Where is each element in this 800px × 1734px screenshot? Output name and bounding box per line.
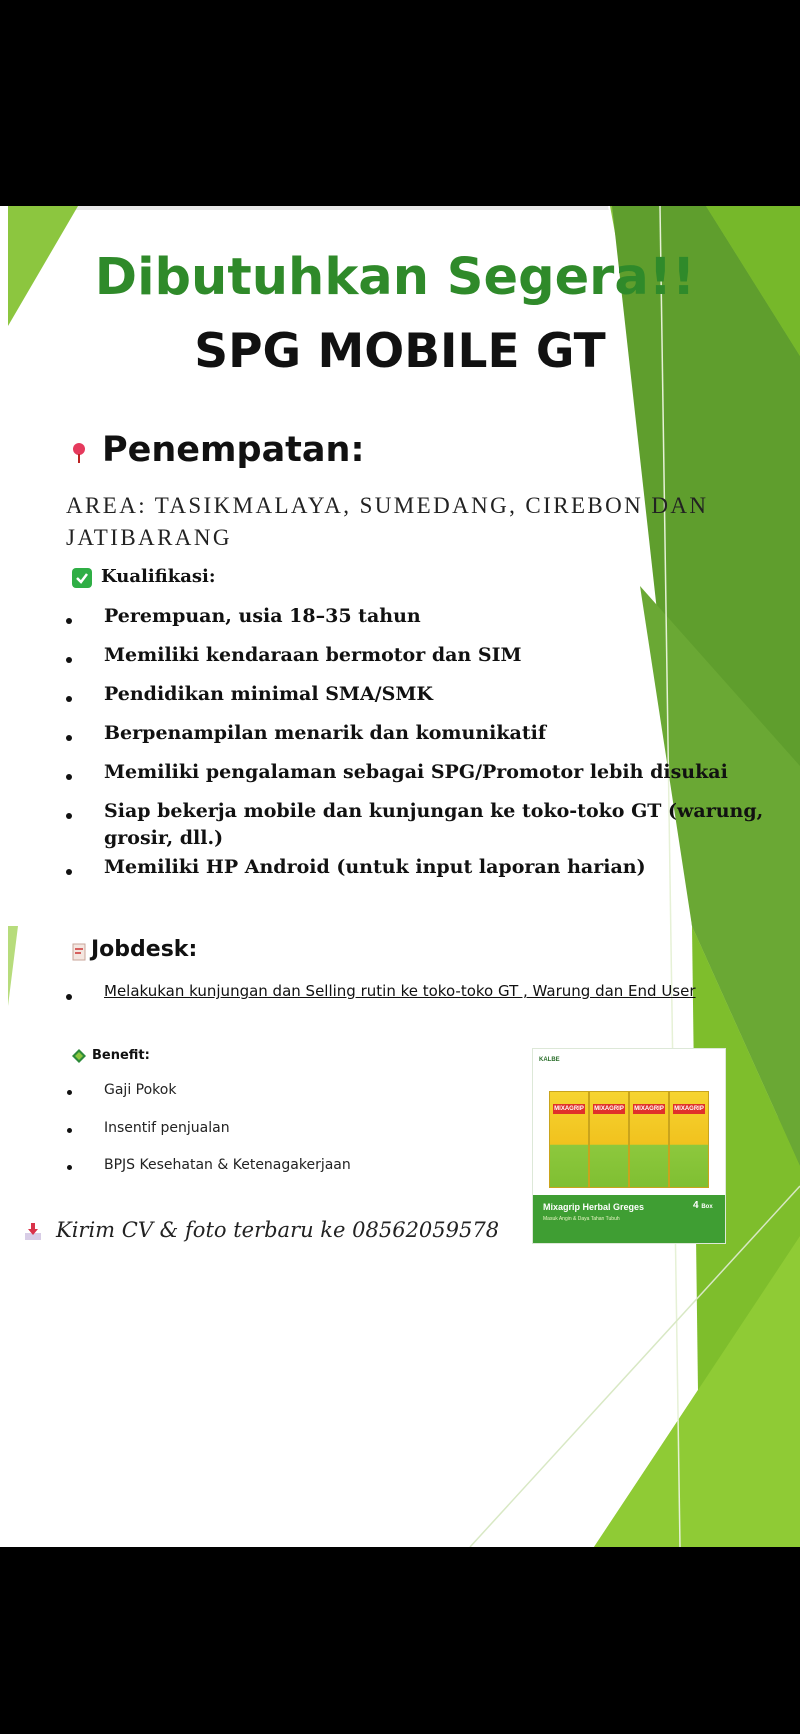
list-item: Memiliki pengalaman sebagai SPG/Promotor lebih disukai: [104, 761, 728, 783]
quantity-number: 4: [693, 1200, 699, 1211]
list-bullet: [67, 1165, 72, 1170]
product-box: [629, 1091, 669, 1188]
list-item: Siap bekerja mobile dan kunjungan ke toko-toko GT (warung, grosir, dll.): [104, 800, 764, 849]
download-tray-icon: [24, 1223, 42, 1241]
list-bullet: [66, 994, 72, 1000]
list-item: Insentif penjualan: [104, 1120, 230, 1136]
product-image: [532, 1048, 726, 1244]
list-bullet: [66, 774, 72, 780]
contact-text: Kirim CV & foto terbaru ke 08562059578: [56, 1218, 500, 1242]
product-box: [669, 1091, 709, 1188]
list-bullet: [66, 735, 72, 741]
list-bullet: [66, 696, 72, 702]
list-item: Gaji Pokok: [104, 1082, 177, 1098]
headline-position: SPG MOBILE GT: [194, 324, 606, 379]
box-label: MIXAGRIP: [554, 1106, 584, 1112]
box-label: MIXAGRIP: [594, 1106, 624, 1112]
product-box: [589, 1091, 629, 1188]
poster-slide: [0, 206, 800, 1547]
memo-icon: [72, 943, 86, 961]
diamond-icon: [72, 1049, 86, 1063]
list-bullet: [66, 813, 72, 819]
list-bullet: [67, 1090, 72, 1095]
jobdesk-heading: Jobdesk:: [91, 937, 198, 962]
list-item: Memiliki kendaraan bermotor dan SIM: [104, 644, 522, 666]
jobdesk-item: Melakukan kunjungan dan Selling rutin ke toko-toko GT , Warung dan End User: [104, 982, 696, 1000]
list-bullet: [66, 869, 72, 875]
placement-heading: Penempatan:: [102, 430, 365, 470]
product-quantity: [693, 1200, 713, 1211]
list-item: Perempuan, usia 18–35 tahun: [104, 605, 421, 627]
product-tagline: Masuk Angin & Daya Tahan Tubuh: [543, 1216, 620, 1222]
list-item: BPJS Kesehatan & Ketenagakerjaan: [104, 1157, 351, 1173]
headline-urgent: Dibutuhkan Segera!!: [94, 248, 696, 307]
qualifications-list: [0, 206, 800, 1106]
list-item: Pendidikan minimal SMA/SMK: [104, 683, 433, 705]
list-item: Memiliki HP Android (untuk input laporan harian): [104, 856, 646, 878]
placement-area: AREA: TASIKMALAYA, SUMEDANG, CIREBON DAN JATIBARANG: [66, 493, 709, 550]
list-bullet: [66, 618, 72, 624]
benefit-heading: Benefit:: [92, 1048, 150, 1063]
quantity-unit: Box: [701, 1204, 713, 1210]
poster-content: [0, 206, 800, 1547]
list-bullet: [66, 657, 72, 663]
brand-logo: KALBE: [539, 1057, 560, 1063]
list-bullet: [67, 1128, 72, 1133]
box-label: MIXAGRIP: [674, 1106, 704, 1112]
box-label: MIXAGRIP: [634, 1106, 664, 1112]
list-item: Berpenampilan menarik dan komunikatif: [104, 722, 547, 744]
qualifications-heading: Kualifikasi:: [101, 566, 216, 587]
product-name: Mixagrip Herbal Greges: [543, 1202, 645, 1212]
product-band: [533, 1195, 725, 1243]
product-box: [549, 1091, 589, 1188]
